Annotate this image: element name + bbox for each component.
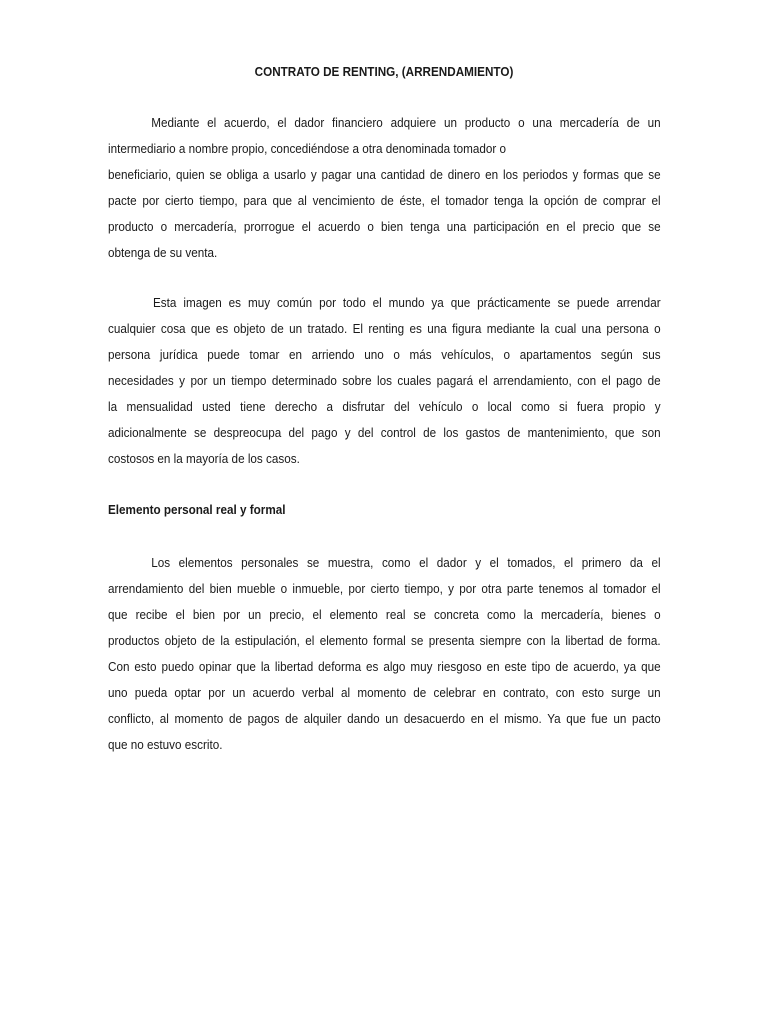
paragraph-1-line: producto o mercadería, prorrogue el acuerdo o bien tenga una participación en el precio que se — [108, 219, 661, 234]
paragraph-2-line: cualquier cosa que es objeto de un tratado. El renting es una figura mediante la cual una persona o — [108, 321, 661, 336]
paragraph-3-line: que no estuvo escrito. — [108, 737, 223, 752]
paragraph-3-line: Con esto puedo opinar que la libertad deforma es algo muy riesgoso en este tipo de acuerdo, ya que — [108, 659, 661, 674]
section-heading: Elemento personal real y formal — [108, 502, 286, 517]
paragraph-1-line: beneficiario, quien se obliga a usarlo y pagar una cantidad de dinero en los periodos y formas que se — [108, 167, 661, 182]
paragraph-3-line: que recibe el bien por un precio, el elemento real se concreta como la mercadería, bienes o — [108, 607, 661, 622]
paragraph-1-line: pacte por cierto tiempo, para que al vencimiento de éste, el tomador tenga la opción de comprar el — [108, 193, 661, 208]
paragraph-2-line: adicionalmente se despreocupa del pago y del control de los gastos de mantenimiento, que son — [108, 425, 661, 440]
paragraph-3-line: uno pueda optar por un acuerdo verbal al momento de celebrar en contrato, con esto surge un — [108, 685, 661, 700]
paragraph-2 — [108, 290, 661, 472]
document-title: CONTRATO DE RENTING, (ARRENDAMIENTO) — [254, 64, 514, 79]
paragraph-3-line: arrendamiento del bien mueble o inmueble, por cierto tiempo, y por otra parte tenemos al tomador el — [108, 581, 661, 596]
paragraph-1 — [108, 110, 661, 266]
paragraph-3-line: conflicto, al momento de pagos de alquiler dando un desacuerdo en el mismo. Ya que fue un pacto — [108, 711, 661, 726]
paragraph-1-line: intermediario a nombre propio, concediéndose a otra denominada tomador o — [108, 141, 507, 156]
paragraph-2-line: la mensualidad usted tiene derecho a disfrutar del vehículo o local como si fuera propio y — [108, 399, 661, 414]
paragraph-2-line: costosos en la mayoría de los casos. — [108, 451, 300, 466]
paragraph-1-line: obtenga de su venta. — [108, 245, 218, 260]
paragraph-3 — [108, 550, 661, 758]
paragraph-3-line: productos objeto de la estipulación, el elemento formal se presenta siempre con la libertad de forma. — [108, 633, 661, 648]
paragraph-2-line: Esta imagen es muy común por todo el mundo ya que prácticamente se puede arrendar — [153, 295, 661, 310]
paragraph-3-line: Los elementos personales se muestra, como el dador y el tomados, el primero da el — [151, 555, 661, 570]
paragraph-1-line: Mediante el acuerdo, el dador financiero adquiere un producto o una mercadería de un — [151, 115, 661, 130]
paragraph-2-line: necesidades y por un tiempo determinado sobre los cuales pagará el arrendamiento, con el pago de — [108, 373, 661, 388]
paragraph-2-line: persona jurídica puede tomar en arriendo uno o más vehículos, o apartamentos según sus — [108, 347, 661, 362]
